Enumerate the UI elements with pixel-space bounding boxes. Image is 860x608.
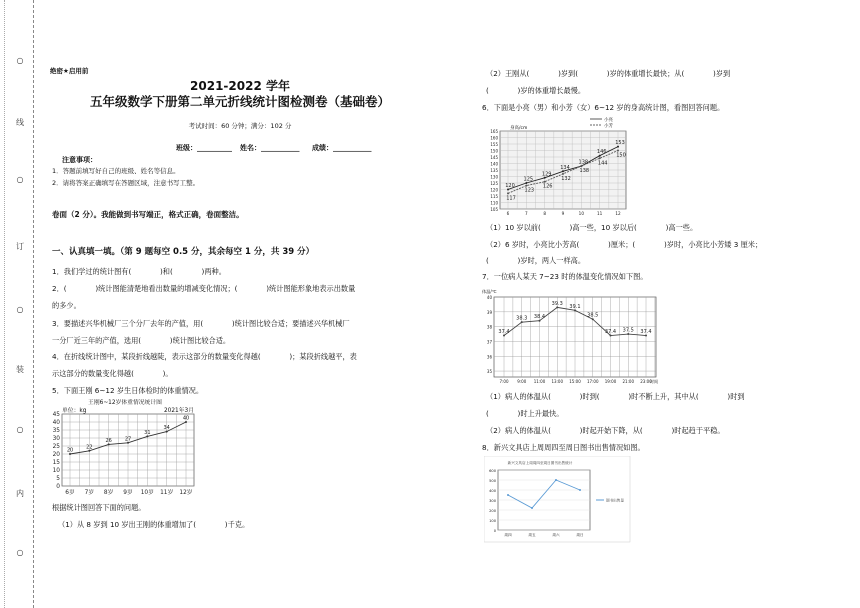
note-1: 1．答题前填写好自己的班级、姓名等信息。 (52, 167, 180, 175)
legend-label-girl: 小芳 (604, 124, 613, 129)
y-axis-label: 身高/cm (510, 126, 528, 131)
data-label: 125 (523, 176, 534, 183)
question-5-2-line1: （2）王刚从( )岁到( )岁的体重增长最快；从( )岁到 (486, 69, 731, 78)
question-2-line1: 2．( )统计图能清楚地看出数量的增减变化情况；( )统计图能形象地表示出数量 (52, 284, 356, 293)
y-tick-label: 120 (490, 187, 498, 193)
y-tick-label: 500 (489, 479, 496, 483)
data-label: 26 (105, 437, 112, 444)
data-label: 132 (561, 175, 571, 182)
data-label: 153 (615, 140, 625, 147)
x-tick-label: 12 (615, 211, 621, 216)
question-5-2-line2: ( )岁的体重增长最慢。 (486, 86, 586, 95)
data-label: 39.1 (569, 303, 581, 310)
score-field[interactable]: 成绩：___________ (312, 144, 372, 152)
x-tick-label: 7 (524, 211, 528, 216)
data-label: 150 (616, 152, 626, 159)
x-tick-label: 7岁 (84, 490, 95, 496)
y-tick-label: 30 (52, 436, 60, 442)
y-tick-label: 140 (490, 161, 498, 167)
x-tick-label: 9:00 (517, 379, 527, 384)
x-tick-label: 9 (561, 211, 565, 216)
x-tick-label: 7:00 (499, 379, 509, 384)
girl-point (507, 192, 509, 194)
x-tick-label: 8岁 (103, 490, 114, 496)
chart-title: 新兴文具店上周周四至周日图书出售统计 (507, 461, 573, 465)
height-line-chart (480, 115, 630, 218)
notes-heading: 注意事项： (62, 156, 97, 164)
unit-label: 单位：kg (62, 408, 87, 414)
y-tick-label: 150 (490, 148, 498, 154)
data-label: 120 (505, 183, 515, 189)
data-label: 20 (66, 447, 74, 454)
question-2-line2: 的多少。 (52, 301, 81, 310)
binding-margin (0, 0, 40, 608)
y-tick-label: 37 (486, 339, 492, 345)
girl-point (562, 173, 564, 175)
binding-circle: ○ (16, 56, 24, 65)
sales-point (555, 479, 557, 481)
x-tick-label: 周日 (576, 533, 584, 537)
y-tick-label: 130 (490, 174, 498, 180)
y-tick-label: 100 (489, 519, 496, 523)
girl-point (617, 150, 619, 152)
y-tick-label: 200 (489, 509, 496, 513)
data-label: 117 (506, 195, 516, 202)
data-label: 134 (560, 164, 570, 171)
data-label: 22 (86, 444, 93, 451)
sales-point (531, 507, 533, 509)
girl-point (580, 165, 582, 167)
sales-point (507, 494, 509, 496)
binding-mark: 装 (16, 365, 24, 374)
y-tick-label: 25 (52, 444, 60, 450)
section-1-heading: 一、认真填一填。（第 9 题每空 0.5 分，其余每空 1 分，共 39 分） (52, 247, 315, 257)
question-8: 8．新兴文具店上周周四至周日图书出售情况如图。 (482, 443, 645, 452)
question-4-line1: 4．在折线统计图中，某段折线越陡，表示这部分的数量变化得越( )；某段折线越平，表 (52, 352, 357, 361)
question-4-line2: 示这部分的数量变化得越( )。 (52, 369, 173, 378)
y-tick-label: 39 (486, 309, 492, 315)
y-tick-label: 36 (486, 354, 492, 360)
girl-point (599, 157, 601, 159)
x-tick-label: 周五 (528, 533, 536, 537)
data-label: 144 (597, 160, 608, 167)
exam-info: 考试时间：60 分钟；满分：102 分 (188, 122, 292, 130)
data-label: 138 (578, 159, 589, 166)
y-tick-label: 0 (493, 529, 496, 533)
binding-mark: 线 (16, 118, 24, 127)
question-3-line1: 3．要描述兴华机械厂三个分厂去年的产值，用( )统计图比较合适；要描述兴华机械厂 (52, 319, 350, 328)
y-tick-label: 35 (52, 428, 60, 434)
data-label: 146 (596, 149, 607, 156)
x-tick-label: 19:00 (604, 379, 617, 384)
x-tick-label: 11:00 (533, 379, 546, 384)
y-tick-label: 600 (489, 469, 496, 473)
y-tick-label: 300 (489, 499, 496, 503)
question-3-line2: 一分厂近三年的产值，选用( )统计图比较合适。 (52, 336, 231, 345)
book-sales-line-chart (484, 456, 634, 544)
data-label: 38.4 (533, 314, 546, 321)
x-tick-label: 6 (506, 211, 510, 216)
date-label: 2021年3月 (163, 408, 194, 414)
data-label: 40 (182, 415, 190, 422)
x-tick-label: 17:00 (586, 379, 599, 384)
y-tick-label: 135 (490, 168, 498, 173)
data-label: 37.4 (640, 329, 652, 336)
chart-title: 王刚6~12岁体重情况统计图 (88, 400, 162, 406)
sales-point (579, 489, 581, 491)
y-tick-label: 400 (489, 489, 496, 493)
y-tick-label: 38 (486, 324, 492, 330)
weight-line-chart (50, 396, 210, 500)
x-tick-label: 15:00 (569, 379, 581, 384)
x-tick-label: 23:00 (640, 379, 652, 384)
x-tick-label: 9岁 (123, 490, 133, 496)
binding-dashed-line (33, 0, 34, 608)
x-tick-label: 12岁 (179, 490, 193, 496)
outer-dotted-line (4, 0, 5, 608)
data-label: 37.4 (604, 329, 617, 336)
binding-circle: ○ (16, 305, 24, 314)
y-tick-label: 155 (490, 142, 498, 147)
x-axis-unit: 时间 (650, 379, 658, 384)
temperature-line-chart (480, 285, 660, 389)
x-tick-label: 11 (596, 211, 603, 216)
y-axis-label: 体温/℃ (482, 289, 497, 294)
x-tick-label: 11岁 (160, 490, 174, 496)
question-7-2: （2）病人的体温从( )时起开始下降，从( )时起趋于平稳。 (486, 426, 725, 435)
data-label: 38.3 (516, 315, 528, 322)
binding-circle: ○ (16, 175, 24, 184)
y-tick-label: 35 (486, 369, 492, 375)
question-5: 5．下面王刚 6~12 岁生日体检时的体重情况。 (52, 386, 204, 395)
y-tick-label: 0 (56, 484, 60, 490)
x-tick-label: 6岁 (65, 490, 75, 496)
y-tick-label: 165 (490, 129, 498, 134)
question-6-2-line1: （2）6 岁时，小亮比小芳高( )厘米；( )岁时，小亮比小芳矮 3 厘米； (486, 240, 763, 249)
page-title: 五年级数学下册第二单元折线统计图检测卷（基础卷） (89, 94, 390, 109)
x-tick-label: 21:00 (622, 379, 635, 384)
school-year: 2021-2022 学年 (190, 79, 290, 93)
binding-circle: ○ (16, 425, 24, 434)
y-tick-label: 10 (52, 468, 60, 474)
y-tick-label: 40 (486, 295, 492, 300)
x-tick-label: 13:00 (551, 379, 564, 384)
data-label: 129 (541, 171, 552, 178)
question-1: 1．我们学过的统计图有( )和( )两种。 (52, 267, 226, 276)
question-6-1: （1）10 岁以前( )高一些，10 岁以后( )高一些。 (486, 223, 698, 232)
note-2: 2．请将答案正确填写在答题区域，注意书写工整。 (52, 179, 200, 187)
y-tick-label: 125 (490, 181, 498, 186)
binding-mark: 内 (16, 489, 24, 498)
y-tick-label: 110 (490, 200, 498, 206)
data-label: 39.3 (551, 300, 563, 307)
y-tick-label: 40 (52, 420, 60, 426)
data-label: 27 (124, 436, 132, 443)
data-label: 38.5 (587, 312, 599, 319)
question-6: 6．下面是小亮（男）和小芳（女）6~12 岁的身高统计图，看图回答问题。 (482, 103, 725, 112)
name-field[interactable]: 姓名：___________ (240, 144, 300, 152)
question-6-2-line2: ( )岁时，两人一样高。 (486, 256, 586, 265)
question-5-instruction: 根据统计图回答下面的问题。 (52, 503, 146, 512)
y-tick-label: 45 (52, 412, 60, 418)
data-label: 123 (524, 187, 535, 194)
question-7-1-line1: （1）病人的体温从( )时到( )时不断上升，其中从( )时到 (486, 392, 745, 401)
y-tick-label: 115 (490, 194, 498, 199)
y-tick-label: 15 (52, 460, 60, 466)
question-7: 7．一位病人某天 7~23 时的体温变化情况如下图。 (482, 272, 648, 281)
x-tick-label: 周六 (552, 533, 560, 537)
x-tick-label: 8 (543, 211, 547, 216)
class-field[interactable]: 班级：__________ (176, 144, 232, 152)
y-tick-label: 145 (490, 155, 498, 160)
question-7-1-line2: ( )时上升最快。 (486, 409, 564, 418)
y-tick-label: 5 (56, 476, 60, 482)
girl-point (525, 185, 527, 187)
binding-circle: ○ (16, 548, 24, 557)
data-label: 31 (144, 429, 151, 436)
secret-label: 绝密★启用前 (50, 67, 89, 75)
question-5-1: （1）从 8 岁到 10 岁出王刚的体重增加了( )千克。 (58, 520, 250, 529)
x-tick-label: 10 (578, 211, 585, 216)
neatness-score: 卷面（2 分）。我能做到书写端正，格式正确，卷面整洁。 (52, 210, 244, 219)
data-label: 126 (542, 183, 553, 190)
y-tick-label: 105 (490, 207, 498, 212)
girl-point (544, 181, 546, 183)
legend-label: 图书出售量 (606, 498, 624, 503)
legend-label-boy: 小亮 (604, 118, 613, 123)
x-tick-label: 周四 (504, 533, 512, 537)
data-label: 138 (579, 168, 590, 175)
data-label: 37.4 (498, 329, 510, 336)
y-tick-label: 160 (490, 135, 498, 141)
data-label: 37.5 (622, 327, 634, 334)
data-label: 34 (163, 425, 170, 432)
x-tick-label: 10岁 (140, 490, 154, 496)
y-tick-label: 20 (52, 452, 60, 458)
binding-mark: 订 (16, 242, 24, 251)
